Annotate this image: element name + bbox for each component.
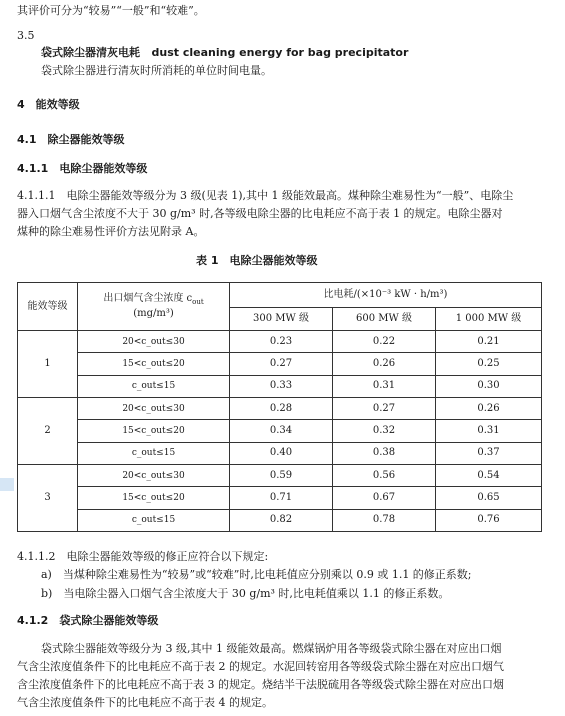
table-row xyxy=(18,331,542,353)
grade-cell: 2 xyxy=(18,397,78,464)
value-1000mw-cell: 0.76 xyxy=(436,509,542,531)
header-concentration-unit: (mg/m³) xyxy=(133,308,174,319)
range-cell: 20<c_out≤30 xyxy=(78,397,230,419)
paragraph-line: 气含尘浓度值条件下的比电耗应不高于表 4 的规定。 xyxy=(17,696,273,709)
paragraph-line: 袋式除尘器能效等级分为 3 级,其中 1 级能效最高。燃煤锅炉用各等级袋式除尘器在对应出口烟 xyxy=(41,642,502,655)
term-title xyxy=(41,46,408,60)
table-row xyxy=(18,420,542,442)
value-1000mw-cell: 0.37 xyxy=(436,442,542,464)
value-600mw-cell: 0.56 xyxy=(333,464,436,486)
range-cell: 20<c_out≤30 xyxy=(78,464,230,486)
range-cell: c_out≤15 xyxy=(78,509,230,531)
heading-4-1-1: 4.1.1 电除尘器能效等级 xyxy=(17,162,148,175)
paragraph-line: 器入口烟气含尘浓度不大于 30 g/m³ 时,各等级电除尘器的比电耗应不高于表 1 的规定。电除尘器对 xyxy=(17,207,503,220)
paragraph-line: 煤种的除尘难易性评价方法见附录 A。 xyxy=(17,225,205,238)
list-item-b: b) 当电除尘器入口烟气含尘浓度大于 30 g/m³ 时,比电耗值乘以 1.1 的修正系数。 xyxy=(41,587,450,600)
value-1000mw-cell: 0.65 xyxy=(436,487,542,509)
range-cell: 15<c_out≤20 xyxy=(78,353,230,375)
paragraph-line: 4.1.1.1 电除尘器能效等级分为 3 级(见表 1),其中 1 级能效最高。煤种除尘难易性为“一般”、电除尘 xyxy=(17,189,514,202)
table-row xyxy=(18,353,542,375)
header-power: 比电耗/(×10⁻³ kW · h/m³) xyxy=(230,283,542,308)
value-600mw-cell: 0.38 xyxy=(333,442,436,464)
header-concentration-sub: out xyxy=(192,298,204,306)
value-300mw-cell: 0.71 xyxy=(230,487,333,509)
value-600mw-cell: 0.67 xyxy=(333,487,436,509)
heading-4-1: 4.1 除尘器能效等级 xyxy=(17,133,125,146)
table-row xyxy=(18,464,542,486)
table-row xyxy=(18,509,542,531)
value-1000mw-cell: 0.25 xyxy=(436,353,542,375)
range-cell: 15<c_out≤20 xyxy=(78,487,230,509)
value-1000mw-cell: 0.21 xyxy=(436,331,542,353)
side-marker xyxy=(0,478,14,491)
header-600mw: 600 MW 级 xyxy=(333,308,436,331)
value-300mw-cell: 0.28 xyxy=(230,397,333,419)
value-600mw-cell: 0.32 xyxy=(333,420,436,442)
value-300mw-cell: 0.34 xyxy=(230,420,333,442)
value-300mw-cell: 0.59 xyxy=(230,464,333,486)
header-300mw: 300 MW 级 xyxy=(230,308,333,331)
paragraph-line: 含尘浓度值条件下的比电耗应不高于表 3 的规定。烧结半干法脱硫用各等级袋式除尘器在对应出口烟 xyxy=(17,678,504,691)
paragraph-line: 气含尘浓度值条件下的比电耗应不高于表 2 的规定。水泥回转窑用各等级袋式除尘器在对应出口烟气 xyxy=(17,660,504,673)
grade-cell: 1 xyxy=(18,331,78,398)
grade-cell: 3 xyxy=(18,464,78,531)
term-title-cn: 袋式除尘器清灰电耗 xyxy=(41,46,140,59)
range-cell: c_out≤15 xyxy=(78,442,230,464)
table-row xyxy=(18,375,542,397)
table-title: 表 1 电除尘器能效等级 xyxy=(196,254,318,267)
heading-4: 4 能效等级 xyxy=(17,98,80,111)
value-600mw-cell: 0.22 xyxy=(333,331,436,353)
value-1000mw-cell: 0.54 xyxy=(436,464,542,486)
header-concentration xyxy=(78,283,230,331)
range-cell: 15<c_out≤20 xyxy=(78,420,230,442)
heading-4-1-2: 4.1.2 袋式除尘器能效等级 xyxy=(17,614,159,627)
section-number: 3.5 xyxy=(17,29,35,42)
value-300mw-cell: 0.23 xyxy=(230,331,333,353)
value-300mw-cell: 0.82 xyxy=(230,509,333,531)
value-600mw-cell: 0.78 xyxy=(333,509,436,531)
value-300mw-cell: 0.40 xyxy=(230,442,333,464)
value-600mw-cell: 0.26 xyxy=(333,353,436,375)
value-1000mw-cell: 0.26 xyxy=(436,397,542,419)
table-row xyxy=(18,442,542,464)
header-concentration-label: 出口烟气含尘浓度 c xyxy=(103,293,193,304)
value-1000mw-cell: 0.30 xyxy=(436,375,542,397)
value-600mw-cell: 0.31 xyxy=(333,375,436,397)
list-item-a: a) 当煤种除尘难易性为“较易”或“较难”时,比电耗值应分别乘以 0.9 或 1.1 的修正系数; xyxy=(41,568,472,581)
value-300mw-cell: 0.27 xyxy=(230,353,333,375)
header-grade: 能效等级 xyxy=(18,283,78,331)
text-line: 其评价可分为“较易”“一般”和“较难”。 xyxy=(17,4,205,17)
table-row xyxy=(18,397,542,419)
term-definition: 袋式除尘器进行清灰时所消耗的单位时间电量。 xyxy=(41,64,272,77)
value-300mw-cell: 0.33 xyxy=(230,375,333,397)
range-cell: 20<c_out≤30 xyxy=(78,331,230,353)
value-1000mw-cell: 0.31 xyxy=(436,420,542,442)
value-600mw-cell: 0.27 xyxy=(333,397,436,419)
header-1000mw: 1 000 MW 级 xyxy=(436,308,542,331)
range-cell: c_out≤15 xyxy=(78,375,230,397)
table-row xyxy=(18,487,542,509)
term-title-en: dust cleaning energy for bag precipitator xyxy=(151,46,409,59)
efficiency-table xyxy=(17,282,542,532)
paragraph-line: 4.1.1.2 电除尘器能效等级的修正应符合以下规定: xyxy=(17,550,269,563)
